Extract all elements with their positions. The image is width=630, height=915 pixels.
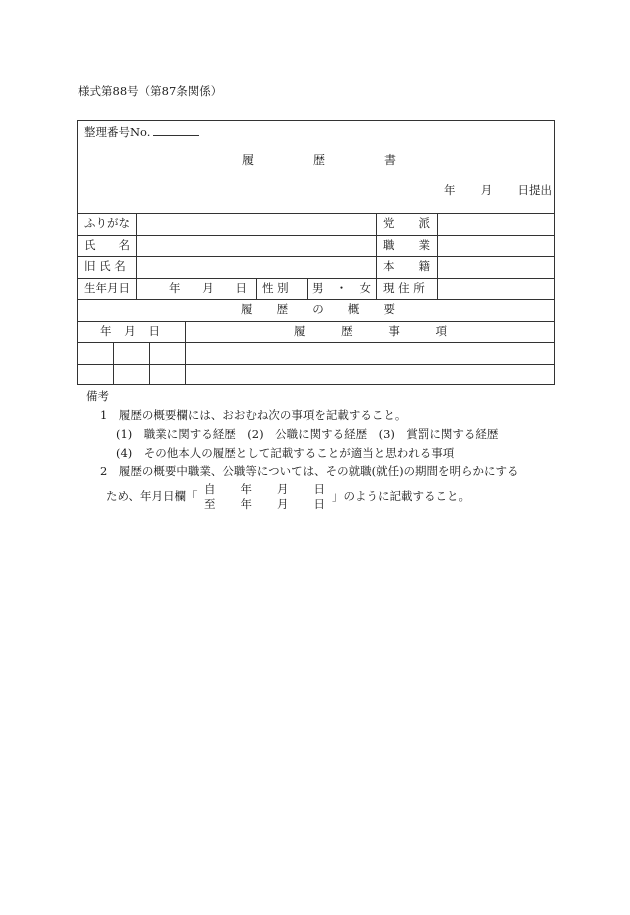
from-year: 年 bbox=[240, 482, 252, 496]
rule bbox=[113, 342, 114, 385]
label-char: 籍 bbox=[418, 259, 430, 273]
remark-1-items-extra: (4) その他本人の履歴として記載することが適当と思われる事項 bbox=[116, 446, 455, 460]
label-char: 職 bbox=[383, 238, 395, 252]
remark-2: 2 履歴の概要中職業、公職等については、その就職(就任)の期間を明らかにする bbox=[100, 464, 519, 478]
sex-male: 男 bbox=[312, 281, 324, 295]
rule bbox=[78, 321, 554, 322]
remark-2-tail: 」のように記載すること。 bbox=[332, 489, 470, 503]
rule bbox=[437, 213, 438, 299]
from-day: 日 bbox=[313, 482, 325, 496]
rule bbox=[78, 213, 554, 214]
header-char: 履 bbox=[294, 324, 306, 338]
title-char: 歴 bbox=[276, 302, 289, 316]
title-char: 概 bbox=[347, 302, 360, 316]
header-char: 事 bbox=[388, 324, 400, 338]
summary-date-header bbox=[100, 326, 160, 338]
rule bbox=[78, 256, 554, 257]
sex-separator: ・ bbox=[335, 281, 348, 295]
title-char: 歴 bbox=[312, 153, 325, 167]
ref-no-blank bbox=[153, 125, 199, 136]
submission-date bbox=[444, 185, 552, 197]
date-day-submitted: 日提出 bbox=[517, 183, 552, 197]
to-month: 月 bbox=[277, 497, 289, 511]
rule bbox=[149, 342, 150, 385]
unit-year: 年 bbox=[169, 281, 181, 295]
name-label bbox=[84, 240, 130, 252]
from-char: 自 bbox=[204, 482, 216, 496]
party-label bbox=[383, 218, 430, 230]
label-char: 派 bbox=[418, 216, 430, 230]
label-char: 業 bbox=[418, 238, 430, 252]
rule bbox=[78, 278, 554, 279]
address-label: 現 住 所 bbox=[383, 281, 425, 295]
label-char: 党 bbox=[383, 216, 395, 230]
sex-options bbox=[312, 283, 371, 295]
remarks-heading: 備考 bbox=[86, 389, 109, 403]
rule bbox=[307, 278, 308, 299]
rule bbox=[78, 235, 554, 236]
title-char: 書 bbox=[383, 153, 396, 167]
label-char: 本 bbox=[383, 259, 395, 273]
date-month: 月 bbox=[480, 183, 493, 197]
from-row bbox=[204, 484, 325, 496]
summary-title bbox=[241, 304, 395, 316]
to-row bbox=[204, 499, 325, 511]
header-char: 歴 bbox=[341, 324, 353, 338]
remark-1-items: (1) 職業に関する経歴 (2) 公職に関する経歴 (3) 賞罰に関する経歴 bbox=[116, 427, 499, 441]
title-char: の bbox=[312, 302, 324, 316]
former-name-label: 旧 氏 名 bbox=[84, 259, 126, 273]
label-char: 氏 bbox=[84, 238, 96, 252]
remark-1: 1 履歴の概要欄には、おおむね次の事項を記載すること。 bbox=[100, 408, 407, 422]
sex-female: 女 bbox=[359, 281, 371, 295]
ref-no-label: 整理番号No. bbox=[84, 125, 151, 139]
birth-date-label: 生年月日 bbox=[84, 281, 130, 295]
rule bbox=[78, 299, 554, 300]
summary-items-header bbox=[294, 326, 447, 338]
title-char: 履 bbox=[241, 302, 253, 316]
to-year: 年 bbox=[240, 497, 252, 511]
domicile-label bbox=[383, 261, 430, 273]
title-char: 履 bbox=[242, 153, 255, 167]
resume-form bbox=[77, 120, 555, 385]
rule bbox=[376, 213, 377, 299]
form-code: 様式第88号（第87条関係） bbox=[78, 84, 223, 98]
rule bbox=[136, 213, 137, 299]
ref-no-field bbox=[84, 125, 199, 139]
furigana-label: ふりがな bbox=[84, 216, 130, 230]
to-day: 日 bbox=[313, 497, 325, 511]
header-year: 年 bbox=[100, 324, 112, 338]
header-day: 日 bbox=[148, 324, 160, 338]
unit-month: 月 bbox=[202, 281, 214, 295]
label-char: 名 bbox=[118, 238, 130, 252]
to-char: 至 bbox=[204, 497, 216, 511]
occupation-label bbox=[383, 240, 430, 252]
rule bbox=[185, 321, 186, 385]
rule bbox=[256, 278, 257, 299]
sex-label: 性 別 bbox=[262, 281, 289, 295]
unit-day: 日 bbox=[235, 281, 247, 295]
header-char: 項 bbox=[435, 324, 447, 338]
from-month: 月 bbox=[277, 482, 289, 496]
document-title bbox=[242, 154, 396, 166]
date-year: 年 bbox=[444, 183, 456, 197]
birth-date-units bbox=[169, 283, 247, 295]
title-char: 要 bbox=[383, 302, 395, 316]
remark-2-lead: ため、年月日欄「 bbox=[106, 489, 198, 503]
header-month: 月 bbox=[124, 324, 136, 338]
